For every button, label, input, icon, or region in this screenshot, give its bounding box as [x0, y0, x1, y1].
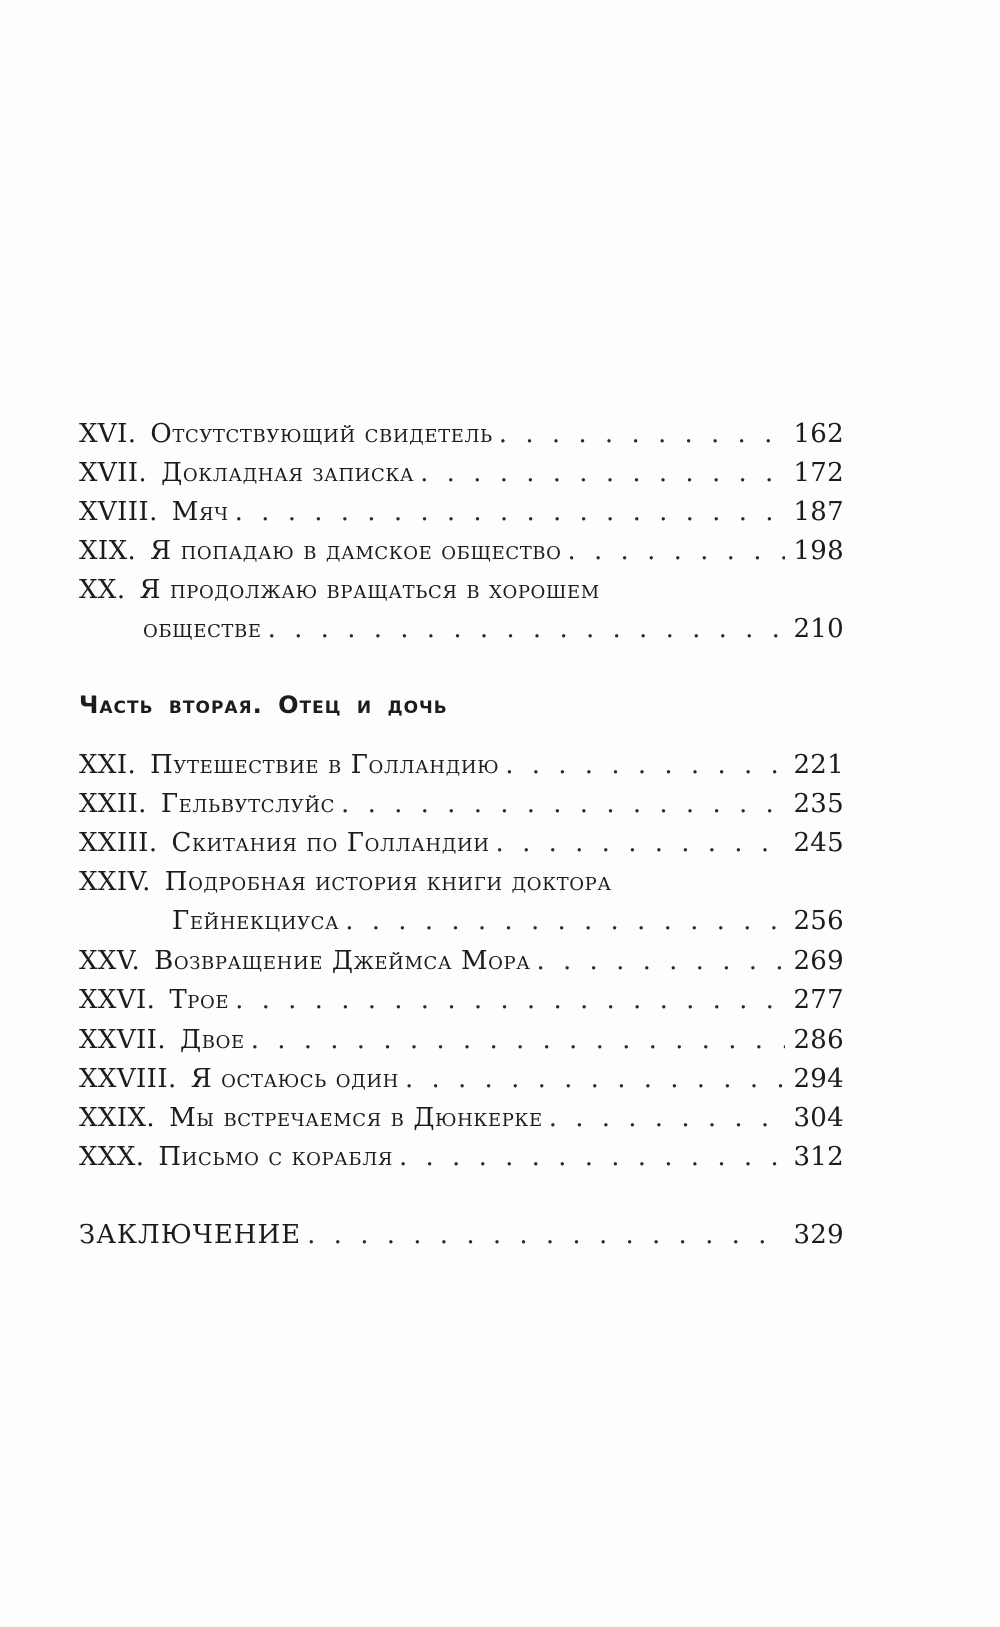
- dot-leader: [405, 1059, 786, 1099]
- page-number: 172: [793, 458, 844, 488]
- chapter-title: Мы встречаемся в Дюнкерке: [169, 1103, 543, 1133]
- chapter-title-continued: Гейнекциуса: [172, 906, 340, 936]
- dot-leader: [307, 1215, 785, 1255]
- dot-leader: [235, 492, 786, 532]
- chapter-number: XXIII.: [79, 828, 158, 858]
- chapter-title: Отсутствующий свидетель: [150, 419, 493, 449]
- toc-entry-xvii: [79, 453, 844, 493]
- page-number: 312: [793, 1142, 844, 1172]
- toc-entry-xviii: [79, 492, 844, 532]
- toc-entry-xxix: [79, 1098, 844, 1138]
- page-number: 304: [793, 1103, 844, 1133]
- page-number: 329: [793, 1220, 844, 1250]
- chapter-number: XXII.: [79, 789, 147, 819]
- chapter-title: Письмо с корабля: [158, 1142, 393, 1172]
- chapter-number: XVIII.: [79, 497, 158, 527]
- dot-leader: [420, 453, 785, 493]
- page-number: 269: [793, 946, 844, 976]
- part-heading: Часть вторая. Отец и дочь: [79, 691, 448, 719]
- chapter-title: Путешествие в Голландию: [150, 750, 500, 780]
- page-number: 162: [793, 419, 844, 449]
- toc-entry-xxv: [79, 941, 844, 981]
- dot-leader: [536, 941, 785, 981]
- toc-entry-xxx: [79, 1137, 844, 1177]
- toc-entry-xxiv-line1: [79, 862, 844, 902]
- chapter-number: XXVIII.: [79, 1064, 177, 1094]
- dot-leader: [345, 901, 785, 941]
- page-number: 256: [793, 906, 844, 936]
- chapter-title: Мяч: [171, 497, 229, 527]
- dot-leader: [499, 414, 786, 454]
- chapter-number: XXI.: [79, 750, 137, 780]
- chapter-title: Я продолжаю вращаться в хорошем: [139, 575, 600, 605]
- chapter-number: XVII.: [79, 458, 148, 488]
- chapter-title: Гельвутслуйс: [160, 789, 336, 819]
- page-number: 210: [793, 614, 844, 644]
- toc-entry-xx-line2: [143, 609, 844, 649]
- chapter-number: XX.: [79, 575, 126, 605]
- chapter-number: XIX.: [79, 536, 137, 566]
- page-number: 221: [793, 750, 844, 780]
- chapter-title-continued: обществе: [143, 614, 262, 644]
- chapter-title: Подробная история книги доктора: [164, 867, 612, 897]
- chapter-number: XXVII.: [79, 1025, 167, 1055]
- dot-leader: [268, 609, 786, 649]
- toc-entry-conclusion: [79, 1215, 844, 1255]
- page-number: 245: [793, 828, 844, 858]
- chapter-number: XXV.: [79, 946, 141, 976]
- dot-leader: [235, 980, 785, 1020]
- toc-entry-xxiv-line2: [172, 901, 844, 941]
- page-number: 235: [793, 789, 844, 819]
- chapter-title: Двое: [180, 1025, 245, 1055]
- toc-entry-xx-line1: [79, 570, 844, 610]
- chapter-number: XXX.: [79, 1142, 145, 1172]
- dot-leader: [496, 823, 786, 863]
- page-number: 286: [793, 1025, 844, 1055]
- chapter-title: Возвращение Джеймса Мора: [154, 946, 531, 976]
- toc-entry-xxvii: [79, 1020, 844, 1060]
- chapter-number: XXVI.: [79, 985, 156, 1015]
- toc-entry-xxiii: [79, 823, 844, 863]
- dot-leader: [399, 1137, 785, 1177]
- toc-entry-xxviii: [79, 1059, 844, 1099]
- chapter-number: XXIX.: [79, 1103, 156, 1133]
- dot-leader: [251, 1020, 786, 1060]
- dot-leader: [549, 1098, 786, 1138]
- dot-leader: [505, 745, 785, 785]
- chapter-title: Я попадаю в дамское общество: [150, 536, 562, 566]
- toc-entry-xix: [79, 531, 844, 571]
- page-number: 198: [793, 536, 844, 566]
- chapter-title: Трое: [169, 985, 230, 1015]
- chapter-title: Я остаюсь один: [190, 1064, 399, 1094]
- toc-entry-xvi: [79, 414, 844, 454]
- dot-leader: [341, 784, 785, 824]
- dot-leader: [568, 531, 786, 571]
- chapter-title: Докладная записка: [161, 458, 415, 488]
- toc-entry-xxi: [79, 745, 844, 785]
- page-number: 187: [793, 497, 844, 527]
- chapter-number: XVI.: [79, 419, 137, 449]
- conclusion-title: ЗАКЛЮЧЕНИЕ: [79, 1220, 302, 1250]
- chapter-title: Скитания по Голландии: [171, 828, 490, 858]
- chapter-number: XXIV.: [79, 867, 151, 897]
- toc-entry-xxvi: [79, 980, 844, 1020]
- page-number: 294: [793, 1064, 844, 1094]
- toc-entry-xxii: [79, 784, 844, 824]
- page-number: 277: [793, 985, 844, 1015]
